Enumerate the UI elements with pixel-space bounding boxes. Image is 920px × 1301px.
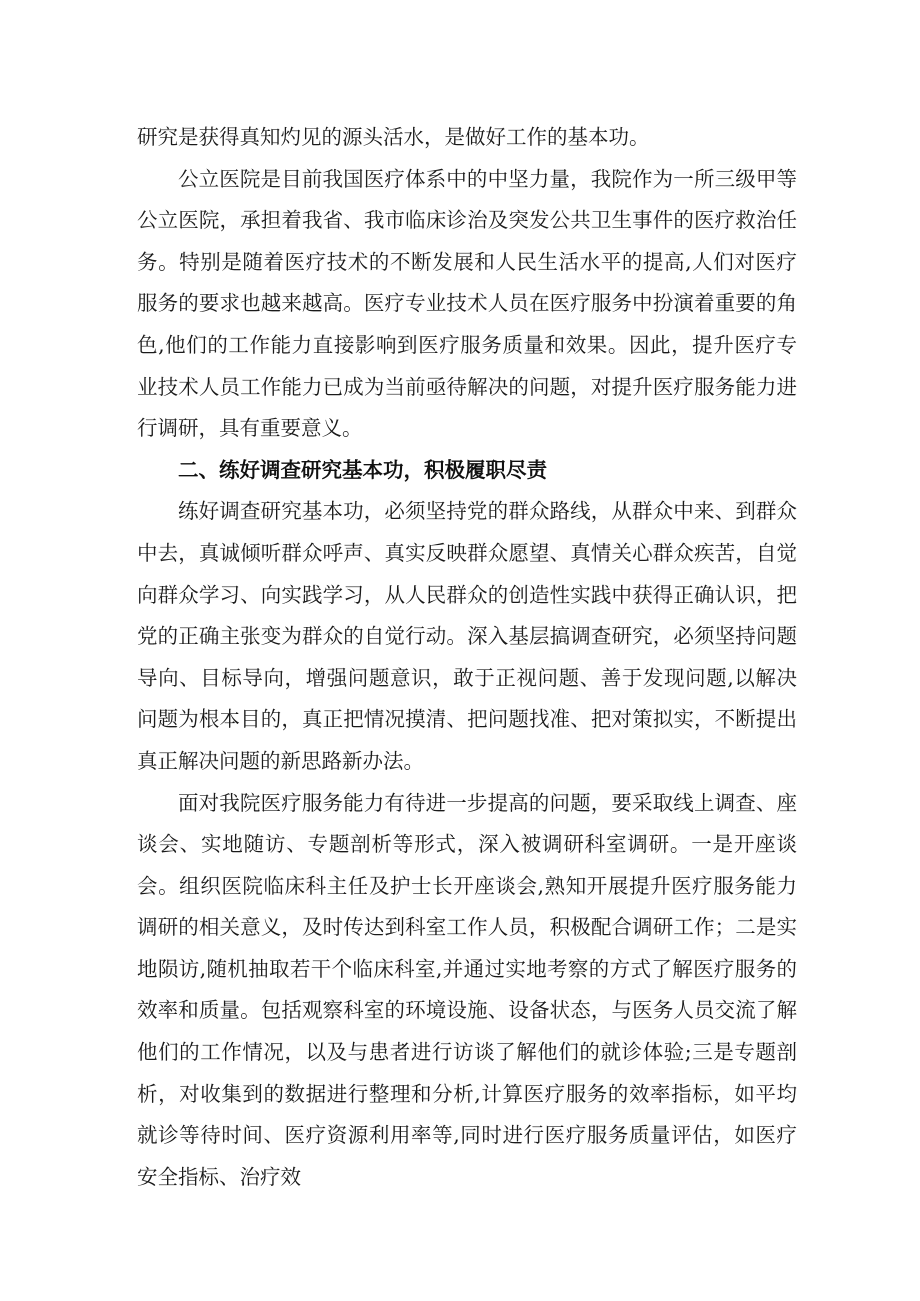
paragraph-continuation: 研究是获得真知灼见的源头活水，是做好工作的基本功。 (137, 125, 650, 149)
section-heading: 二、练好调查研究基本功，积极履职尽责 (178, 457, 547, 482)
paragraph-research-basics: 练好调查研究基本功，必须坚持党的群众路线，从群众中来、到群众中去，真诚倾听群众呼声、真实反映群众愿望、真情关心群众疾苦，自觉向群众学习、向实践学习，从人民群众的创造性实践中获得正确认识，把党的正确主张变为群众的自觉行动。深入基层搞调查研究，必须坚持问题导向、目标导向，增强问题意识，敢于正视问题、善于发现问题,以解决问题为根本目的，真正把情况摸清、把问题找准、把对策拟实，不断提出真正解决问题的新思路新办法。 (137, 499, 797, 773)
paragraph-public-hospital: 公立医院是目前我国医疗体系中的中坚力量，我院作为一所三级甲等公立医院，承担着我省、我市临床诊治及突发公共卫生事件的医疗救治任务。特别是随着医疗技术的不断发展和人民生活水平的提高,人们对医疗服务的要求也越来越高。医疗专业技术人员在医疗服务中扮演着重要的角色,他们的工作能力直接影响到医疗服务质量和效果。因此，提升医疗专业技术人员工作能力已成为当前亟待解决的问题，对提升医疗服务能力进行调研，具有重要意义。 (137, 166, 797, 441)
document-body (137, 117, 797, 1198)
paragraph-research-methods: 面对我院医疗服务能力有待进一步提高的问题，要采取线上调查、座谈会、实地随访、专题剖析等形式，深入被调研科室调研。一是开座谈会。组织医院临床科主任及护士长开座谈会,熟知开展提升医疗服务能力调研的相关意义，及时传达到科室工作人员，积极配合调研工作；二是实地陨访,随机抽取若干个临床科室,并通过实地考察的方式了解医疗服务的效率和质量。包括观察科室的环境设施、设备状态，与医务人员交流了解他们的工作情况，以及与患者进行访谈了解他们的就诊体验;三是专题剖析，对收集到的数据进行整理和分析,计算医疗服务的效率指标，如平均就诊等待时间、医疗资源利用率等,同时进行医疗服务质量评估，如医疗安全指标、治疗效 (137, 790, 797, 1189)
